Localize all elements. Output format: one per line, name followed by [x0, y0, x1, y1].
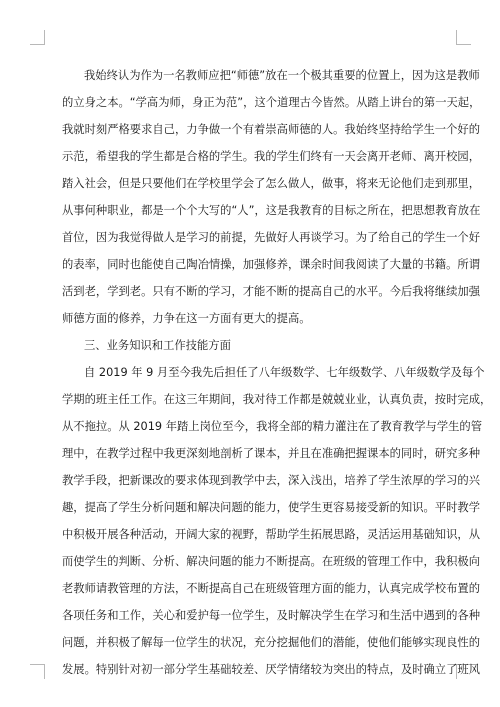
paragraph-line: 学期的班主任工作。在这三年期间，我对待工作都是兢兢业业，认真负责，按时完成， — [62, 393, 492, 406]
paragraph-line: 问题，并积极了解每一位学生的状况，充分挖掘他们的潜能，使他们能够实现良性的 — [62, 636, 480, 649]
paragraph-line: 而使学生的判断、分析、解决问题的能力不断提高。在班级的管理工作中，我积极向 — [62, 555, 480, 568]
crop-mark-top-right — [456, 30, 471, 45]
paragraph-line: 示范，希望我的学生都是合格的学生。我的学生们终有一天会离开老师、离开校园， — [62, 150, 480, 163]
paragraph-line: 踏入社会，但是只要他们在学校里学会了怎么做人，做事，将来无论他们走到那里， — [62, 177, 480, 190]
paragraph-line: 我就时刻严格要求自己，力争做一个有着崇高师德的人。我始终坚持给学生一个好的 — [62, 123, 480, 136]
paragraph-line: 自 2019 年 9 月至今我先后担任了八年级数学、七年级数学、八年级数学及每个 — [84, 366, 485, 379]
paragraph-line: 活到老，学到老。只有不断的学习，才能不断的提高自己的水平。今后我将继续加强 — [62, 285, 480, 298]
crop-mark-top-left — [30, 30, 45, 45]
paragraph-line: 教学手段，把新课改的要求体现到教学中去，深入浅出，培养了学生浓厚的学习的兴 — [62, 474, 480, 487]
paragraph-line: 老教师请教管理的方法，不断提高自己在班级管理方面的能力，认真完成学校布置的 — [62, 582, 480, 595]
paragraph-line: 从不拖拉。从 2019 年踏上岗位至今，我将全部的精力灌注在了教育教学与学生的管 — [62, 420, 483, 433]
paragraph-line: 中积极开展各种活动，开阔大家的视野，帮助学生拓展思路，灵活运用基础知识，从 — [62, 528, 480, 541]
paragraph-line: 我始终认为作为一名教师应把“师德”放在一个极其重要的位置上，因为这是教师 — [84, 69, 480, 82]
paragraph-line: 首位，因为我觉得做人是学习的前提，先做好人再谈学习。为了给自己的学生一个好 — [62, 231, 480, 244]
crop-mark-bottom-left — [30, 664, 45, 679]
paragraph-line: 发展。特别针对初一部分学生基础较差、厌学情绪较为突出的特点，及时确立了班风 — [62, 663, 480, 676]
paragraph-line: 的立身之本。“学高为师，身正为范”，这个道理古今皆然。从踏上讲台的第一天起， — [62, 96, 481, 109]
paragraph-line: 师德方面的修养，力争在这一方面有更大的提高。 — [62, 312, 311, 325]
section-heading: 三、业务知识和工作技能方面 — [84, 339, 231, 352]
paragraph-line: 各项任务和工作，关心和爱护每一位学生，及时解决学生在学习和生活中遇到的各种 — [62, 609, 480, 622]
paragraph-line: 的表率，同时也能使自己陶冶情操，加强修养，课余时间我阅读了大量的书籍。所谓 — [62, 258, 480, 271]
paragraph-line: 理中，在教学过程中我更深刻地剖析了课本，并且在准确把握课本的同时，研究多种 — [62, 447, 480, 460]
paragraph-line: 从事何种职业，都是一个个大写的“人”，这是我教育的目标之所在，把思想教育放在 — [62, 204, 481, 217]
paragraph-line: 趣，提高了学生分析问题和解决问题的能力，使学生更容易接受新的知识。平时教学 — [62, 501, 480, 514]
